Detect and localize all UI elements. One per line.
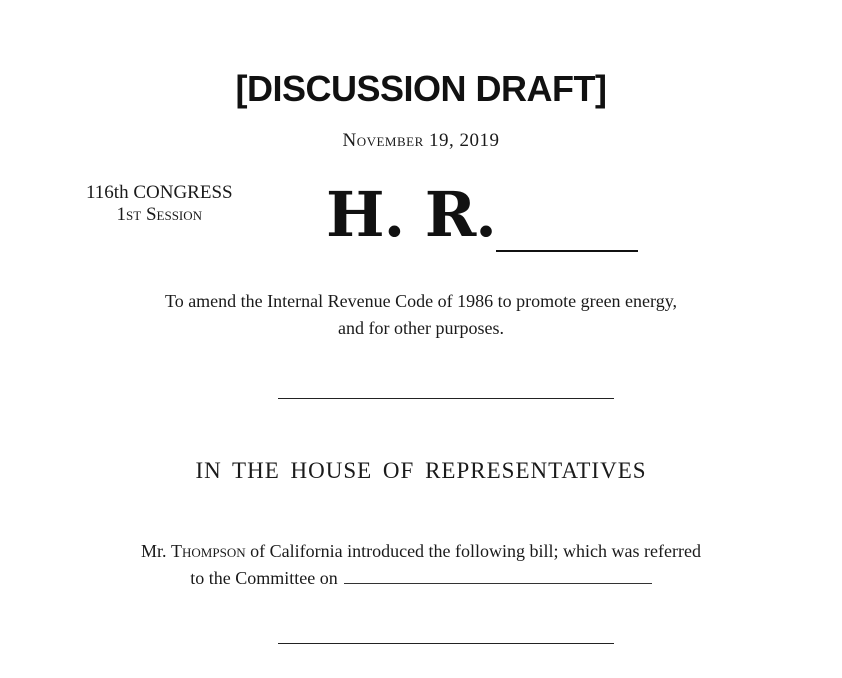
introduction-line-2 xyxy=(0,565,842,592)
session-number: 1st Session xyxy=(116,204,203,225)
bill-number-blank xyxy=(496,250,638,252)
draft-date: November 19, 2019 xyxy=(342,130,500,151)
divider-rule-bottom xyxy=(278,643,614,644)
congress-number: 116th CONGRESS xyxy=(86,182,233,203)
divider-rule-top xyxy=(278,398,614,399)
congress-session-block xyxy=(86,182,233,226)
bill-designation: H. R. xyxy=(326,178,496,251)
introduction-paragraph xyxy=(0,538,842,592)
introduction-text: of California introduced the following bill; which was referred xyxy=(250,541,701,561)
purpose-line-2: and for other purposes. xyxy=(338,318,504,338)
sponsor-title: Mr. xyxy=(141,541,167,561)
sponsor-name: Thompson xyxy=(171,541,246,561)
committee-blank xyxy=(344,583,652,584)
introduction-line-1 xyxy=(0,538,842,565)
purpose-line-1: To amend the Internal Revenue Code of 1986 to promote green energy, xyxy=(164,291,678,311)
discussion-draft-title: [DISCUSSION DRAFT] xyxy=(235,68,607,109)
committee-text: to the Committee on xyxy=(190,568,338,588)
bill-purpose xyxy=(0,288,842,342)
chamber-heading: IN THE HOUSE OF REPRESENTATIVES xyxy=(195,458,647,483)
